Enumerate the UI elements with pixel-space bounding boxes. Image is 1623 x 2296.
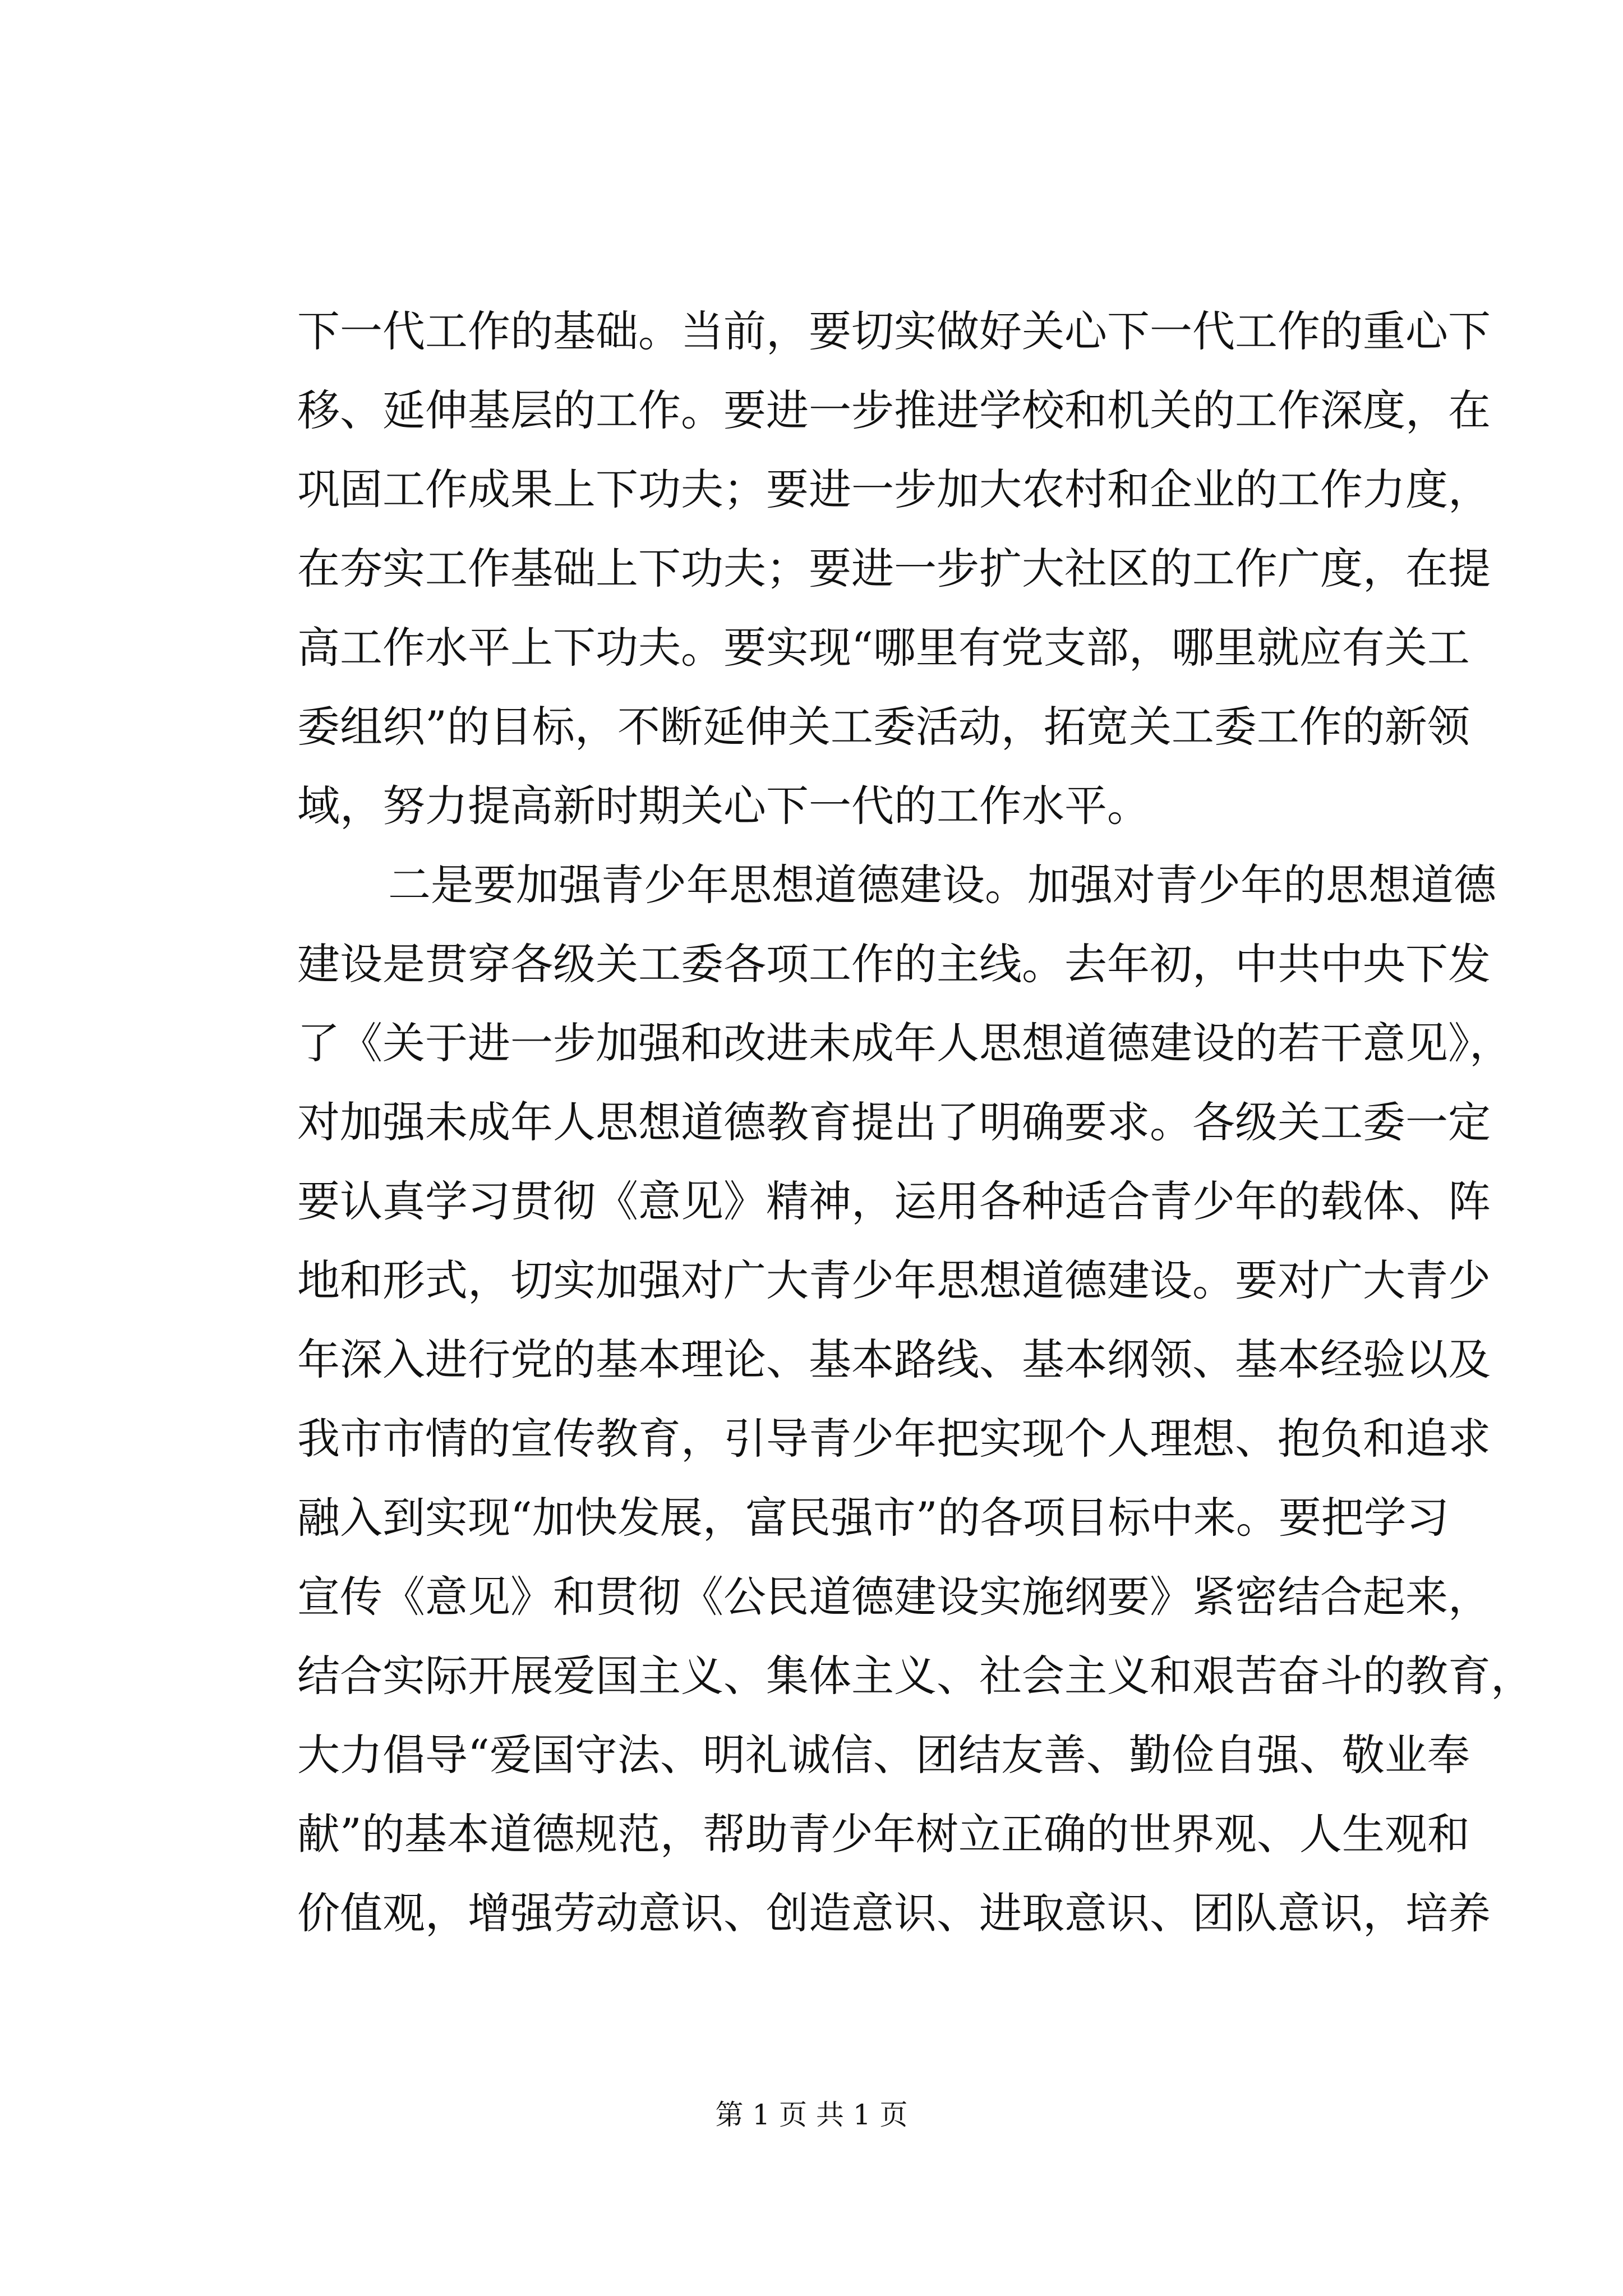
text-line: 高工作水平上下功夫。要实现“哪里有党支部，哪里就应有关工 xyxy=(297,623,1470,673)
text-line: 要认真学习贯彻《意见》精神，运用各种适合青少年的载体、阵 xyxy=(297,1176,1491,1226)
text-line: 我市市情的宣传教育，引导青少年把实现个人理想、抱负和追求 xyxy=(297,1414,1491,1464)
text-line: 大力倡导“爱国守法、明礼诚信、团结友善、勤俭自强、敬业奉 xyxy=(297,1730,1470,1780)
text-line: 委组织”的目标，不断延伸关工委活动，拓宽关工委工作的新领 xyxy=(297,702,1470,752)
paragraph-start-line: 二是要加强青少年思想道德建设。加强对青少年的思想道德 xyxy=(388,860,1496,910)
text-line: 域，努力提高新时期关心下一代的工作水平。 xyxy=(297,781,1150,831)
text-line: 下一代工作的基础。当前，要切实做好关心下一代工作的重心下 xyxy=(297,306,1491,356)
text-line: 在夯实工作基础上下功夫；要进一步扩大社区的工作广度，在提 xyxy=(297,544,1491,593)
text-line: 移、延伸基层的工作。要进一步推进学校和机关的工作深度，在 xyxy=(297,385,1491,435)
text-line: 巩固工作成果上下功夫；要进一步加大农村和企业的工作力度， xyxy=(297,464,1491,514)
text-line: 建设是贯穿各级关工委各项工作的主线。去年初，中共中央下发 xyxy=(297,939,1491,989)
text-line: 献”的基本道德规范，帮助青少年树立正确的世界观、人生观和 xyxy=(297,1809,1470,1859)
text-line: 融入到实现“加快发展，富民强市”的各项目标中来。要把学习 xyxy=(297,1493,1449,1543)
page-footer: 第 1 页 共 1 页 xyxy=(715,2099,908,2131)
text-line: 年深入进行党的基本理论、基本路线、基本纲领、基本经验以及 xyxy=(297,1335,1491,1384)
text-line: 宣传《意见》和贯彻《公民道德建设实施纲要》紧密结合起来， xyxy=(297,1572,1491,1622)
text-line: 价值观，增强劳动意识、创造意识、进取意识、团队意识，培养 xyxy=(297,1888,1491,1938)
body-text xyxy=(297,292,1533,1953)
text-line: 了《关于进一步加强和改进未成年人思想道德建设的若干意见》， xyxy=(297,1018,1512,1068)
text-line: 结合实际开展爱国主义、集体主义、社会主义和艰苦奋斗的教育， xyxy=(297,1651,1533,1701)
text-line: 地和形式，切实加强对广大青少年思想道德建设。要对广大青少 xyxy=(297,1255,1491,1305)
text-line: 对加强未成年人思想道德教育提出了明确要求。各级关工委一定 xyxy=(297,1097,1491,1147)
